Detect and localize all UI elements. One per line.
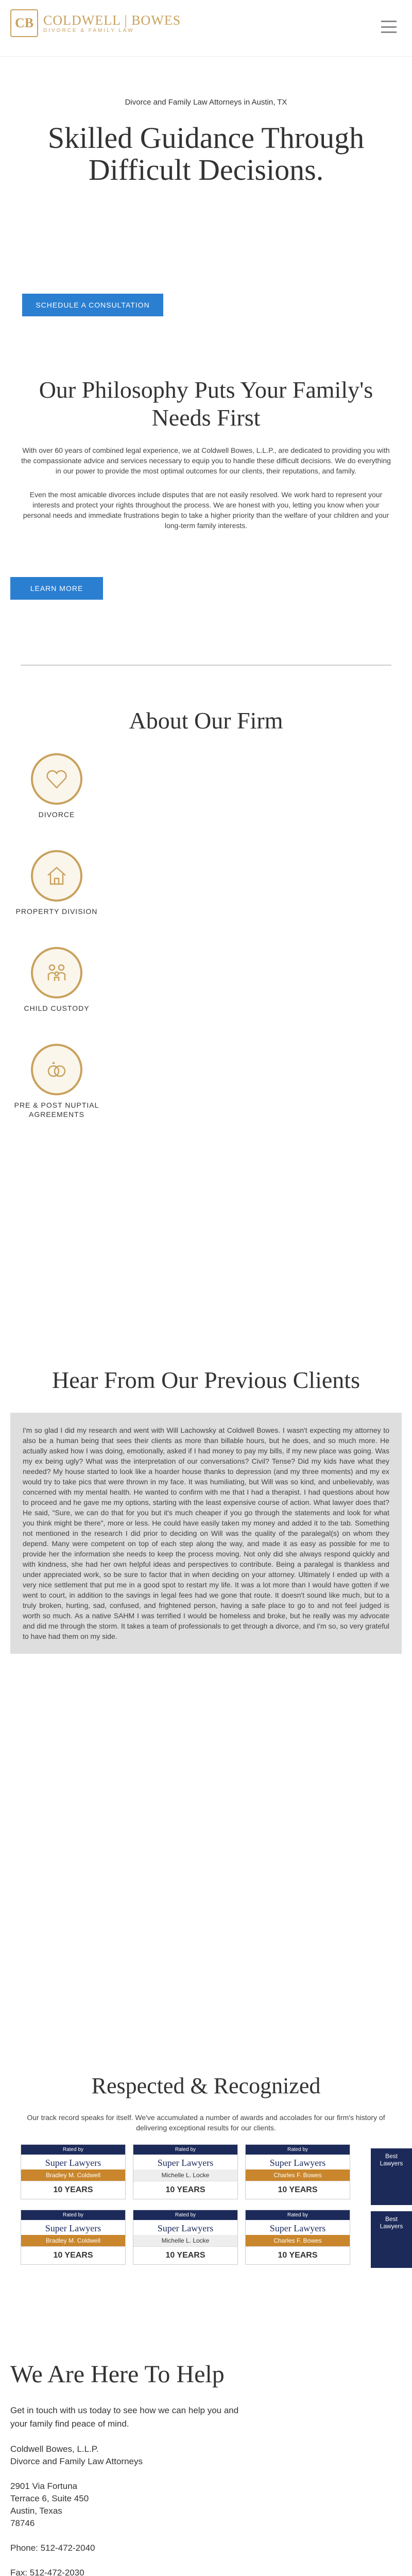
- practice-area-divorce[interactable]: [10, 753, 103, 819]
- testimonial-text: I'm so glad I did my research and went with Will Lachowsky at Coldwell Bowes. I wasn't expecting my attorney to also be a human being that sees their clients as more than billable hours, but he does, and so much more. He actually asked how I was doing, emotionally, asked if I had money to pay my bills, if my new place was going. Was my ex being ugly? What was the interpretation of our conversations? Civil? Tense? Did my kids have what they needed? My house started to look like a hoarder house thanks to depression (and my three moments) and my ex would try to take pics that were thrown in my face. It was humiliating, but Will was so kind, and unbelievably, was concerned with my mental health. He wanted to confirm with me that I had a therapist. I had questions about how to proceed and he gave me my options, starting with the least expensive course of action. What lawyer does that? He said, "Sure, we can do that for you but it's much cheaper if you go through the statements and look for what you think might be there", more or less. He could have easily taken my money and added it to the tab. Something not mentioned in the research I did prior to deciding on Will was the quality of the paralegal(s) on whom they depend. Many were competent on top of each step along the way, and made it as easy as possible for me to provide her the information she needs to keep the process moving. Not only did she always respond quickly and with kindness, she had her own helpful ideas and perspectives to contribute. Being a paralegal is thankless and under appreciated work, so be sure to factor that in when deciding on your attorney. Ultimately I ended up with a very nice settlement that put me in a good spot to restart my life. It was a lot more than I would have gotten if we went to court, in addition to the savings in legal fees had we gone that route. It doesn't sound like much, but to a truly broken, hurting, sad, confused, and frightened person, having a safe place to go to and not feel judged is worth so much. As a native SAHM I was terrified I would be homeless and broke, but he really was my advocate and did me through the storm. It takes a team of professionals to get through a divorce, and I'm so, so very grateful to have had them on my side.: [10, 1413, 402, 1654]
- practice-area-label: CHILD CUSTODY: [24, 1004, 90, 1012]
- badge-attorney-name: Bradley M. Coldwell: [21, 2170, 125, 2181]
- hero-title: Skilled Guidance Through Difficult Decisions.: [47, 121, 365, 187]
- firm-fax: Fax: 512-472-2030: [10, 2568, 84, 2576]
- badge-rated-label: Rated by: [133, 2145, 237, 2155]
- practice-area-nuptial-agreements[interactable]: [10, 1044, 103, 1119]
- address-line: Terrace 6, Suite 450: [10, 2494, 89, 2503]
- philosophy-title: Our Philosophy Puts Your Family's Needs First: [39, 377, 373, 431]
- house-icon: [31, 850, 82, 902]
- badge-rated-label: Rated by: [21, 2210, 125, 2220]
- logo-subtitle: DIVORCE & FAMILY LAW: [43, 27, 134, 33]
- contact-section: [0, 2330, 412, 2576]
- practice-area-property-division[interactable]: [10, 850, 103, 916]
- badge-rated-label: Rated by: [21, 2145, 125, 2155]
- badge-years: 10 YEARS: [246, 2181, 350, 2199]
- badge-years: 10 YEARS: [133, 2246, 237, 2264]
- award-badge: [245, 2210, 350, 2265]
- contact-title: We Are Here To Help: [10, 2361, 225, 2388]
- schedule-consultation-button[interactable]: SCHEDULE A CONSULTATION: [22, 294, 163, 316]
- award-badge: [245, 2144, 350, 2199]
- award-badge: [133, 2144, 238, 2199]
- badge-rated-label: Rated by: [133, 2210, 237, 2220]
- address-line: Austin, Texas: [10, 2506, 62, 2516]
- firm-name: Coldwell Bowes, L.L.P.: [10, 2444, 99, 2454]
- award-badge: [21, 2210, 126, 2265]
- firm-info: [10, 2443, 402, 2468]
- philosophy-section: [0, 335, 412, 665]
- side-award-badge: Best Lawyers: [371, 2148, 412, 2205]
- testimonials-title: Hear From Our Previous Clients: [52, 1367, 360, 1393]
- about-title: About Our Firm: [129, 707, 283, 734]
- contact-intro: Get in touch with us today to see how we can help you and your family find peace of mind.: [10, 2405, 239, 2429]
- rings-icon: [31, 1044, 82, 1095]
- philosophy-paragraph-1: With over 60 years of combined legal experience, we at Coldwell Bowes, L.L.P., are dedicated to providing you with the compassionate advice and services necessary to equip you to handle these difficult decisions. We do everything in our power to provide the most optimal outcomes for our clients, their reputations, and family.: [21, 446, 391, 475]
- badge-attorney-name: Charles F. Bowes: [246, 2235, 350, 2246]
- badge-brand: Super Lawyers: [269, 2158, 326, 2168]
- badge-attorney-name: Michelle L. Locke: [133, 2235, 237, 2246]
- badge-brand: Super Lawyers: [157, 2158, 214, 2168]
- award-badge: [21, 2144, 126, 2199]
- logo-mark: CB: [10, 9, 38, 37]
- family-icon: [31, 947, 82, 998]
- hamburger-menu-icon[interactable]: [381, 21, 397, 33]
- side-award-badge: Best Lawyers: [371, 2211, 412, 2268]
- badge-rated-label: Rated by: [246, 2210, 350, 2220]
- badge-brand: Super Lawyers: [45, 2223, 101, 2233]
- learn-more-button[interactable]: LEARN MORE: [10, 577, 103, 600]
- awards-section: [0, 2041, 412, 2330]
- badge-years: 10 YEARS: [21, 2181, 125, 2199]
- firm-phone[interactable]: Phone: 512-472-2040: [10, 2543, 95, 2553]
- hero-tagline: Divorce and Family Law Attorneys in Austin, TX: [125, 98, 287, 107]
- firm-subtitle: Divorce and Family Law Attorneys: [10, 2456, 143, 2466]
- testimonials-section: [0, 1330, 412, 2041]
- badge-attorney-name: Bradley M. Coldwell: [21, 2235, 125, 2246]
- awards-title: Respected & Recognized: [91, 2073, 321, 2098]
- badge-years: 10 YEARS: [133, 2181, 237, 2199]
- practice-area-child-custody[interactable]: [10, 947, 103, 1013]
- practice-area-list: [10, 753, 103, 1150]
- address-line: 2901 Via Fortuna: [10, 2481, 78, 2491]
- logo[interactable]: [10, 9, 181, 37]
- heart-icon: [31, 753, 82, 805]
- award-badge-grid: [21, 2144, 350, 2265]
- hero-section: [0, 57, 412, 335]
- firm-address: [10, 2480, 402, 2530]
- philosophy-paragraph-2: Even the most amicable divorces include disputes that are not easily resolved. We work hard to represent your interests and protect your rights throughout the process. We are honest with you, letting you know when your personal needs and immediate frustrations begin to take a higher priority than the welfare of your children and your long-term family interests.: [23, 490, 389, 530]
- badge-years: 10 YEARS: [246, 2246, 350, 2264]
- badge-brand: Super Lawyers: [45, 2158, 101, 2168]
- practice-area-label: DIVORCE: [38, 810, 75, 819]
- logo-name: COLDWELL | BOWES: [43, 12, 181, 28]
- award-badge: [133, 2210, 238, 2265]
- site-header: [0, 0, 412, 57]
- address-line: 78746: [10, 2518, 35, 2528]
- practice-area-label: PRE & POST NUPTIAL AGREEMENTS: [14, 1101, 99, 1118]
- practice-area-label: PROPERTY DIVISION: [15, 907, 98, 916]
- awards-text: Our track record speaks for itself. We've accumulated a number of awards and accolades for our firm's history of delivering exceptional results for our clients.: [27, 2113, 385, 2132]
- badge-rated-label: Rated by: [246, 2145, 350, 2155]
- badge-attorney-name: Michelle L. Locke: [133, 2170, 237, 2181]
- badge-attorney-name: Charles F. Bowes: [246, 2170, 350, 2181]
- about-section: [0, 666, 412, 1330]
- badge-years: 10 YEARS: [21, 2246, 125, 2264]
- badge-brand: Super Lawyers: [269, 2223, 326, 2233]
- badge-brand: Super Lawyers: [157, 2223, 214, 2233]
